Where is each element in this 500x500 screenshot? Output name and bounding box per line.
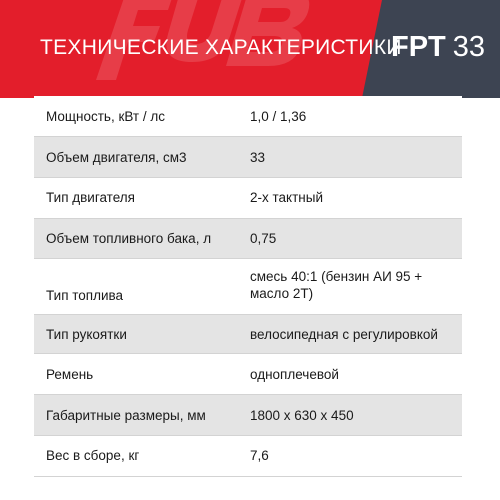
- table-row: [34, 395, 462, 436]
- spec-value: 7,6: [250, 448, 269, 463]
- spec-label: Тип двигателя: [46, 190, 135, 205]
- table-row: [34, 354, 462, 395]
- table-row: [34, 178, 462, 219]
- spec-label: Мощность, кВт / лс: [46, 109, 165, 124]
- specs-table: [34, 96, 462, 477]
- model-name: [391, 31, 485, 64]
- table-row: [34, 315, 462, 354]
- spec-value: велосипедная с регулировкой: [250, 327, 438, 342]
- spec-value: 2-х тактный: [250, 190, 323, 205]
- table-row: [34, 259, 462, 315]
- table-row: [34, 96, 462, 137]
- table-row: [34, 436, 462, 477]
- spec-label: Ремень: [46, 367, 94, 382]
- model-number: 33: [452, 31, 486, 63]
- spec-label: Тип рукоятки: [46, 327, 127, 342]
- spec-value: 1800 х 630 х 450: [250, 408, 354, 423]
- table-row: [34, 137, 462, 178]
- model-prefix: FPT: [391, 31, 446, 63]
- page-title: ТЕХНИЧЕСКИЕ ХАРАКТЕРИСТИКИ: [40, 36, 402, 59]
- table-row: [34, 219, 462, 259]
- spec-label: Объем топливного бака, л: [46, 231, 212, 246]
- spec-value: смесь 40:1 (бензин АИ 95 + масло 2Т): [250, 269, 423, 301]
- spec-value: 0,75: [250, 231, 277, 246]
- header-banner: [0, 0, 500, 98]
- spec-label: Вес в сборе, кг: [46, 448, 140, 463]
- spec-value: одноплечевой: [250, 367, 339, 382]
- spec-label: Тип топлива: [46, 288, 124, 303]
- spec-value: 1,0 / 1,36: [250, 109, 307, 124]
- spec-label: Габаритные размеры, мм: [46, 408, 206, 423]
- spec-label: Объем двигателя, см3: [46, 150, 187, 165]
- spec-value: 33: [250, 150, 266, 165]
